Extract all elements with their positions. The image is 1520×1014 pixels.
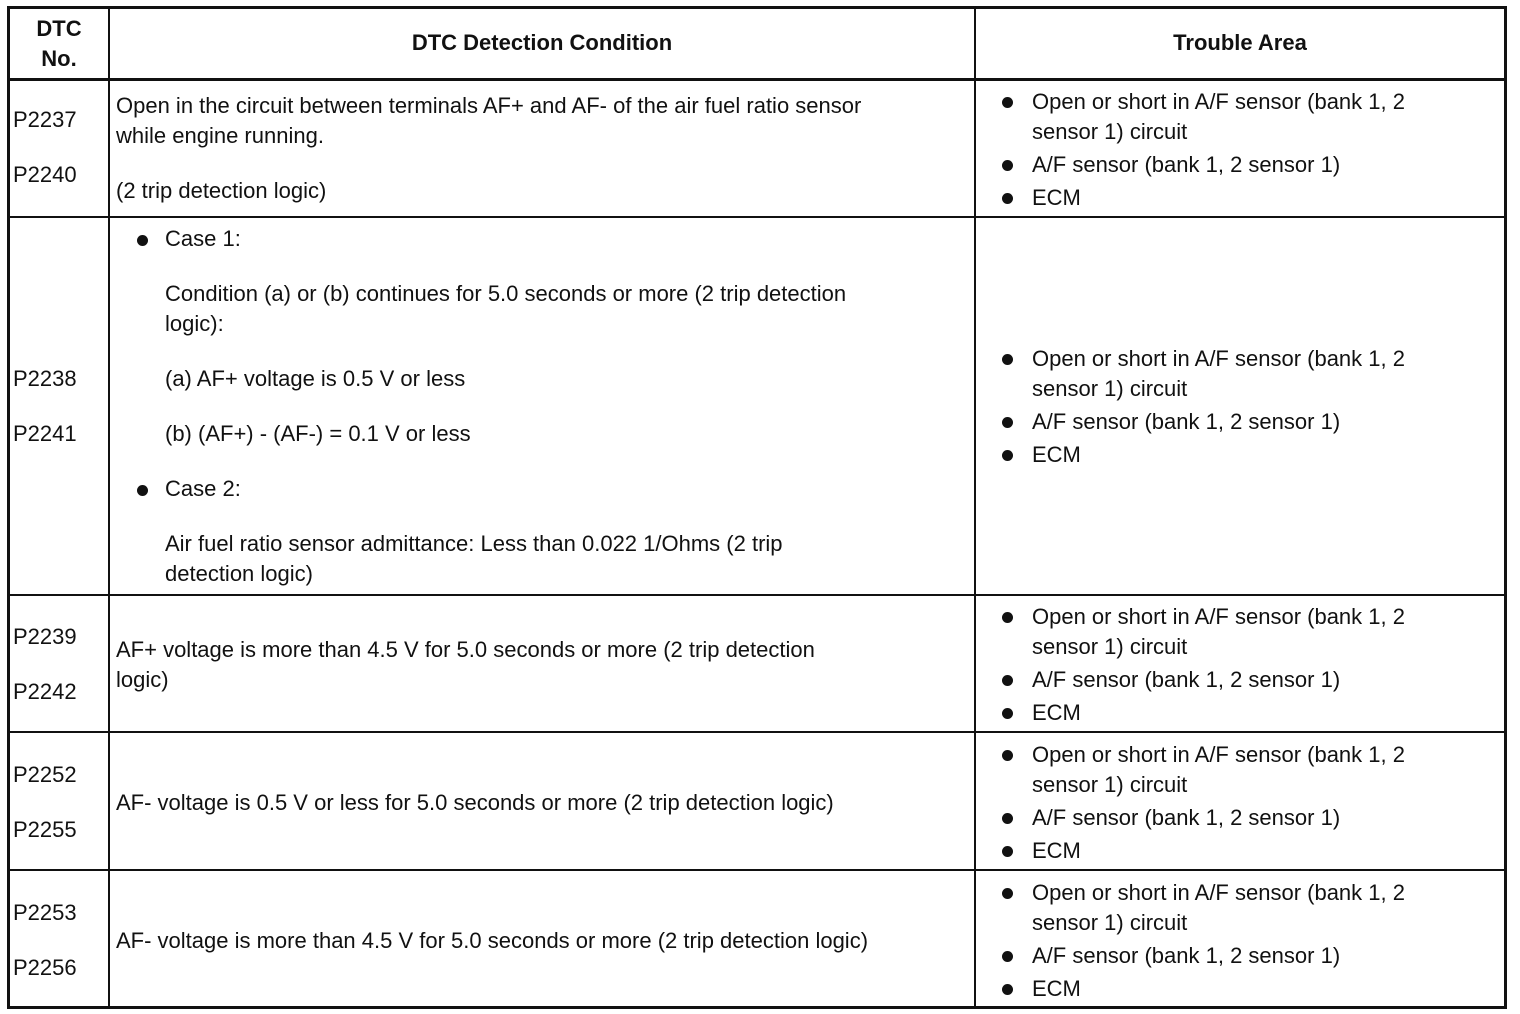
bullet-icon bbox=[1002, 160, 1013, 171]
bullet-icon bbox=[1002, 708, 1013, 719]
dtc-code: P2237 bbox=[13, 107, 77, 132]
condition-text: detection logic) bbox=[165, 561, 313, 586]
bullet-icon bbox=[1002, 984, 1013, 995]
header-trouble-area: Trouble Area bbox=[1173, 30, 1307, 55]
condition-case: Case 1: bbox=[165, 226, 241, 251]
bullet-icon bbox=[1002, 888, 1013, 899]
column-divider bbox=[974, 9, 976, 1006]
condition-text: (2 trip detection logic) bbox=[116, 178, 327, 203]
row-divider bbox=[10, 216, 1504, 218]
dtc-code: P2253 bbox=[13, 900, 77, 925]
condition-text: Condition (a) or (b) continues for 5.0 seconds or more (2 trip detection bbox=[165, 281, 847, 306]
condition-text: Open in the circuit between terminals AF+ and AF- of the air fuel ratio sensor bbox=[116, 93, 862, 118]
trouble-item: sensor 1) circuit bbox=[1032, 772, 1188, 797]
condition-text: (b) (AF+) - (AF-) = 0.1 V or less bbox=[165, 421, 471, 446]
bullet-icon bbox=[1002, 750, 1013, 761]
trouble-item: ECM bbox=[1032, 185, 1081, 210]
dtc-code: P2242 bbox=[13, 679, 77, 704]
trouble-item: ECM bbox=[1032, 442, 1081, 467]
trouble-item: sensor 1) circuit bbox=[1032, 119, 1188, 144]
trouble-item: A/F sensor (bank 1, 2 sensor 1) bbox=[1032, 667, 1341, 692]
trouble-item: A/F sensor (bank 1, 2 sensor 1) bbox=[1032, 805, 1341, 830]
header-condition: DTC Detection Condition bbox=[411, 30, 673, 55]
row-divider bbox=[10, 594, 1504, 596]
dtc-code: P2241 bbox=[13, 421, 77, 446]
trouble-item: ECM bbox=[1032, 838, 1081, 863]
trouble-item: Open or short in A/F sensor (bank 1, 2 bbox=[1032, 880, 1405, 905]
trouble-item: sensor 1) circuit bbox=[1032, 634, 1188, 659]
dtc-code: P2238 bbox=[13, 366, 77, 391]
bullet-icon bbox=[1002, 675, 1013, 686]
condition-text: logic) bbox=[116, 667, 169, 692]
bullet-icon bbox=[1002, 951, 1013, 962]
dtc-code: P2239 bbox=[13, 624, 77, 649]
condition-text: AF+ voltage is more than 4.5 V for 5.0 seconds or more (2 trip detection bbox=[116, 637, 815, 662]
column-divider bbox=[108, 9, 110, 1006]
header-dtc-no bbox=[10, 14, 108, 74]
dtc-code: P2256 bbox=[13, 955, 77, 980]
condition-text: Air fuel ratio sensor admittance: Less than 0.022 1/Ohms (2 trip bbox=[165, 531, 783, 556]
condition-text: while engine running. bbox=[116, 123, 324, 148]
condition-text: logic): bbox=[165, 311, 224, 336]
trouble-item: Open or short in A/F sensor (bank 1, 2 bbox=[1032, 346, 1405, 371]
bullet-icon bbox=[1002, 846, 1013, 857]
row-divider bbox=[10, 731, 1504, 733]
trouble-item: ECM bbox=[1032, 976, 1081, 1001]
bullet-icon bbox=[1002, 97, 1013, 108]
dtc-table bbox=[7, 6, 1507, 1009]
condition-text: (a) AF+ voltage is 0.5 V or less bbox=[165, 366, 466, 391]
condition-case: Case 2: bbox=[165, 476, 241, 501]
trouble-item: sensor 1) circuit bbox=[1032, 376, 1188, 401]
bullet-icon bbox=[137, 485, 148, 496]
bullet-icon bbox=[1002, 813, 1013, 824]
trouble-item: Open or short in A/F sensor (bank 1, 2 bbox=[1032, 89, 1405, 114]
header-dtc-line2: No. bbox=[41, 46, 77, 71]
trouble-item: A/F sensor (bank 1, 2 sensor 1) bbox=[1032, 152, 1341, 177]
trouble-item: sensor 1) circuit bbox=[1032, 910, 1188, 935]
header-divider bbox=[10, 78, 1504, 81]
trouble-item: ECM bbox=[1032, 700, 1081, 725]
trouble-item: A/F sensor (bank 1, 2 sensor 1) bbox=[1032, 409, 1341, 434]
bullet-icon bbox=[1002, 612, 1013, 623]
trouble-item: Open or short in A/F sensor (bank 1, 2 bbox=[1032, 604, 1405, 629]
bullet-icon bbox=[1002, 354, 1013, 365]
dtc-code: P2252 bbox=[13, 762, 77, 787]
row-divider bbox=[10, 869, 1504, 871]
bullet-icon bbox=[137, 235, 148, 246]
dtc-code: P2240 bbox=[13, 162, 77, 187]
bullet-icon bbox=[1002, 193, 1013, 204]
dtc-code: P2255 bbox=[13, 817, 77, 842]
bullet-icon bbox=[1002, 417, 1013, 428]
condition-text: AF- voltage is 0.5 V or less for 5.0 seconds or more (2 trip detection logic) bbox=[116, 790, 834, 815]
trouble-item: A/F sensor (bank 1, 2 sensor 1) bbox=[1032, 943, 1341, 968]
trouble-item: Open or short in A/F sensor (bank 1, 2 bbox=[1032, 742, 1405, 767]
condition-text: AF- voltage is more than 4.5 V for 5.0 seconds or more (2 trip detection logic) bbox=[116, 928, 869, 953]
bullet-icon bbox=[1002, 450, 1013, 461]
header-dtc-line1: DTC bbox=[36, 16, 82, 41]
